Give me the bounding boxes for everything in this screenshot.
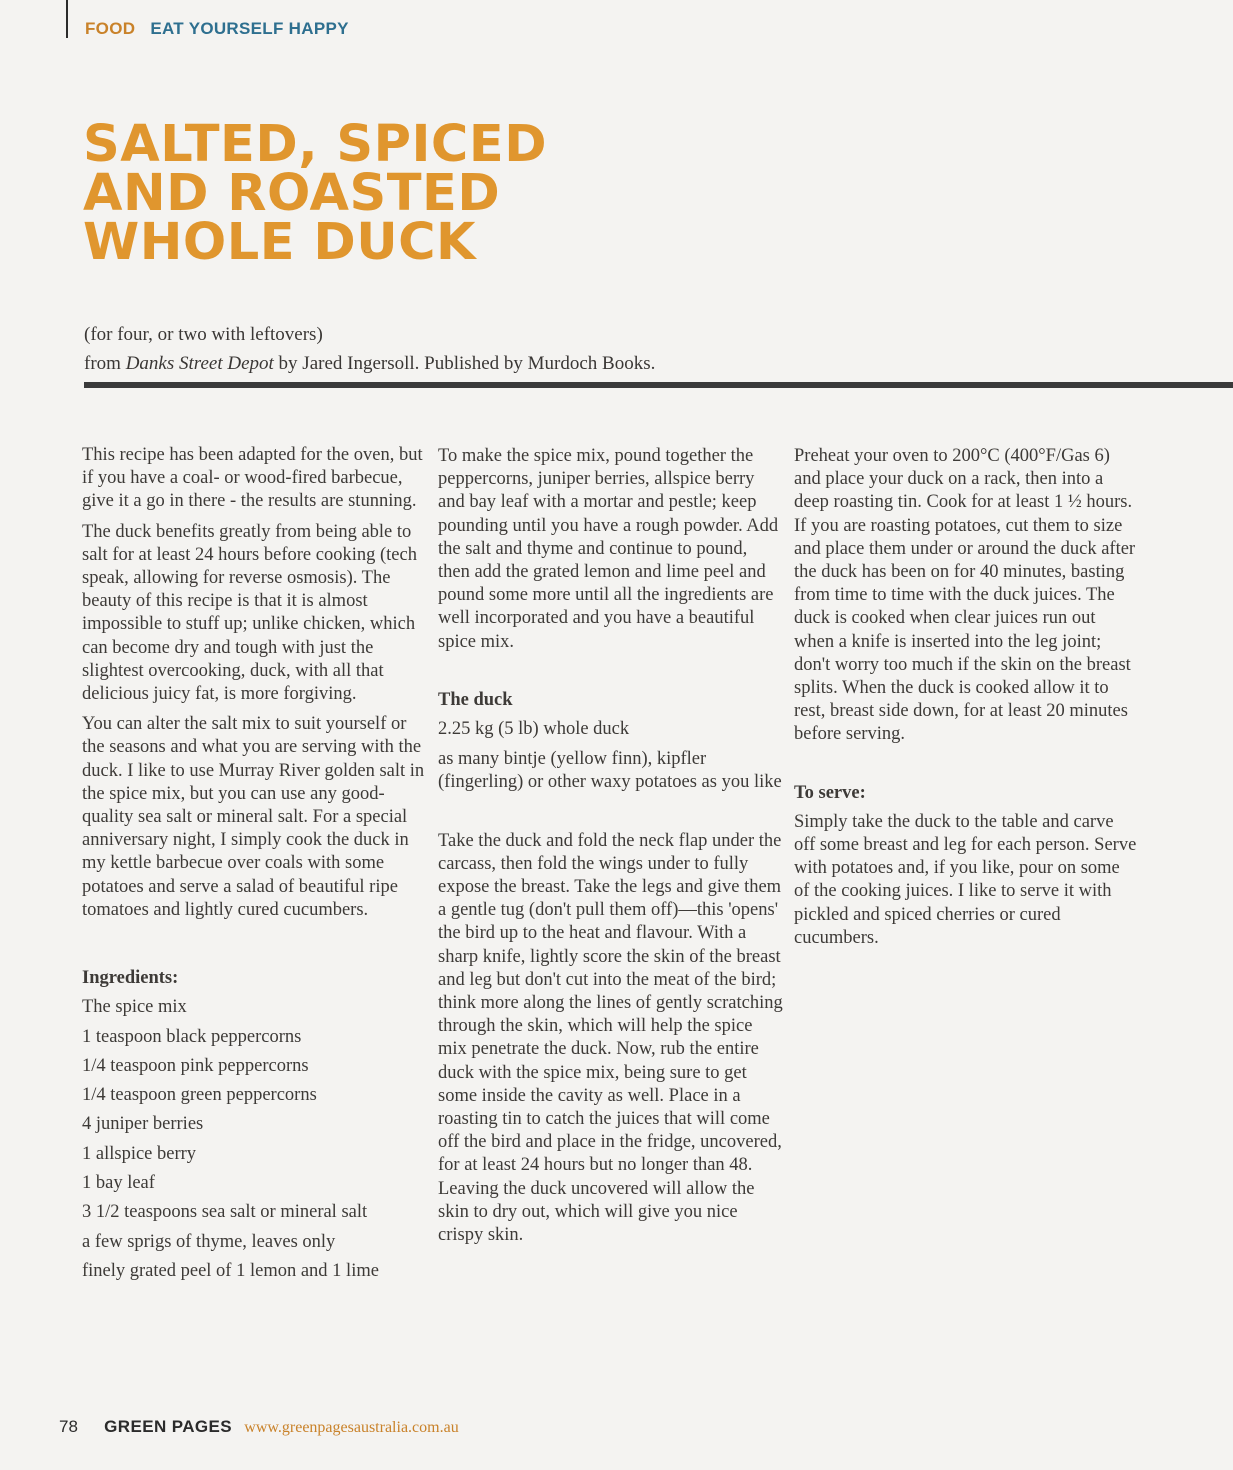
title-line: SALTED, SPICED bbox=[83, 115, 548, 174]
duck-item: 2.25 kg (5 lb) whole duck bbox=[438, 719, 630, 740]
serve-heading: To serve: bbox=[794, 782, 866, 803]
ingredient-item: The spice mix bbox=[82, 997, 187, 1018]
website-link[interactable]: www.greenpagesaustralia.com.au bbox=[244, 1419, 459, 1436]
source-credit: from Danks Street Depot by Jared Ingersoll. Published by Murdoch Books. bbox=[84, 353, 656, 374]
duck-heading: The duck bbox=[438, 689, 513, 710]
magazine-brand: GREEN PAGES bbox=[104, 1417, 233, 1436]
ingredients-heading: Ingredients: bbox=[82, 968, 179, 989]
section-label: FOOD bbox=[85, 19, 136, 38]
ingredient-item: 1 allspice berry bbox=[82, 1143, 197, 1164]
ingredient-item: 1/4 teaspoon pink peppercorns bbox=[82, 1055, 309, 1076]
duck-item: as many bintje (yellow finn), kipfler (fingerling) or other waxy potatoes as you like bbox=[438, 749, 782, 793]
subsection-label: EAT YOURSELF HAPPY bbox=[150, 19, 349, 38]
recipe-meta bbox=[84, 320, 655, 378]
roast-method-paragraph: Preheat your oven to 200°C (400°F/Gas 6) and place your duck on a rack, then into a deep roasting tin. Cook for at least 1 ½ hours. If you are roasting potatoes, cut them to size and place them under or around the duck after the duck has been on for 40 minutes, basting from time to time with the duck juices. The duck is cooked when clear juices run out when a knife is inserted into the leg joint; don't worry too much if the skin on the breast splits. When the duck is cooked allow it to rest, breast side down, for at least 20 minutes before serving. bbox=[794, 446, 1136, 745]
ingredient-item: finely grated peel of 1 lemon and 1 lime bbox=[82, 1260, 379, 1281]
column-3 bbox=[794, 445, 1139, 957]
ingredient-item: a few sprigs of thyme, leaves only bbox=[82, 1231, 336, 1252]
intro-paragraph: This recipe has been adapted for the oven, but if you have a coal- or wood-fired barbecue, give it a go in there - the results are stunning. bbox=[82, 445, 423, 512]
title-line: AND ROASTED bbox=[83, 164, 501, 223]
ingredient-item: 1/4 teaspoon green peppercorns bbox=[82, 1085, 317, 1106]
title-divider bbox=[84, 382, 1233, 388]
header-rule bbox=[66, 0, 68, 38]
title-line: WHOLE DUCK bbox=[83, 213, 477, 272]
page-number: 78 bbox=[59, 1417, 78, 1436]
book-title: Danks Street Depot bbox=[125, 353, 274, 374]
duck-method-paragraph: Take the duck and fold the neck flap under the carcass, then fold the wings under to fully expose the breast. Take the legs and give them a gentle tug (don't pull them off)—this 'opens' the bird up to the heat and flavour. With a sharp knife, lightly score the skin of the breast and leg but don't cut into the meat of the bird; think more along the lines of gently scratching through the skin, which will help the spice mix penetrate the duck. Now, rub the entire duck with the spice mix, being sure to get some inside the cavity as well. Place in a roasting tin to catch the juices that will come off the bird and place in the fridge, uncovered, for at least 24 hours but no longer than 48. Leaving the duck uncovered will allow the skin to dry out, which will give you nice crispy skin. bbox=[438, 830, 783, 1246]
recipe-title bbox=[83, 115, 548, 272]
ingredient-item: 3 1/2 teaspoons sea salt or mineral salt bbox=[82, 1202, 368, 1223]
ingredient-item: 4 juniper berries bbox=[82, 1114, 204, 1135]
column-1 bbox=[82, 444, 427, 1289]
page-header bbox=[85, 19, 349, 39]
column-2 bbox=[438, 445, 783, 1254]
page-footer bbox=[59, 1417, 459, 1437]
ingredient-item: 1 bay leaf bbox=[82, 1173, 155, 1194]
serves-text: (for four, or two with leftovers) bbox=[84, 324, 323, 345]
serve-paragraph: Simply take the duck to the table and carve off some breast and leg for each person. Serve with potatoes and, if you like, pour on some of the cooking juices. I like to serve it with pickled and spiced cherries or cured cucumbers. bbox=[794, 811, 1137, 948]
ingredient-item: 1 teaspoon black peppercorns bbox=[82, 1026, 302, 1047]
intro-paragraph: You can alter the salt mix to suit yourself or the seasons and what you are serving with the duck. I like to use Murray River golden salt in the spice mix, but you can use any good-quality sea salt or mineral salt. For a special anniversary night, I simply cook the duck in my kettle barbecue over coals with some potatoes and serve a salad of beautiful ripe tomatoes and lightly cured cucumbers. bbox=[82, 714, 425, 920]
intro-paragraph: The duck benefits greatly from being able to salt for at least 24 hours before cooking (tech speak, allowing for reverse osmosis). The beauty of this recipe is that it is almost impossible to stuff up; unlike chicken, which can become dry and tough with just the slightest overcooking, duck, with all that delicious juicy fat, is more forgiving. bbox=[82, 521, 417, 705]
spice-method-paragraph: To make the spice mix, pound together the peppercorns, juniper berries, allspice berry and bay leaf with a mortar and pestle; keep pounding until you have a rough powder. Add the salt and thyme and continue to pound, then add the grated lemon and lime peel and pound some more until all the ingredients are well incorporated and you have a beautiful spice mix. bbox=[438, 446, 779, 652]
